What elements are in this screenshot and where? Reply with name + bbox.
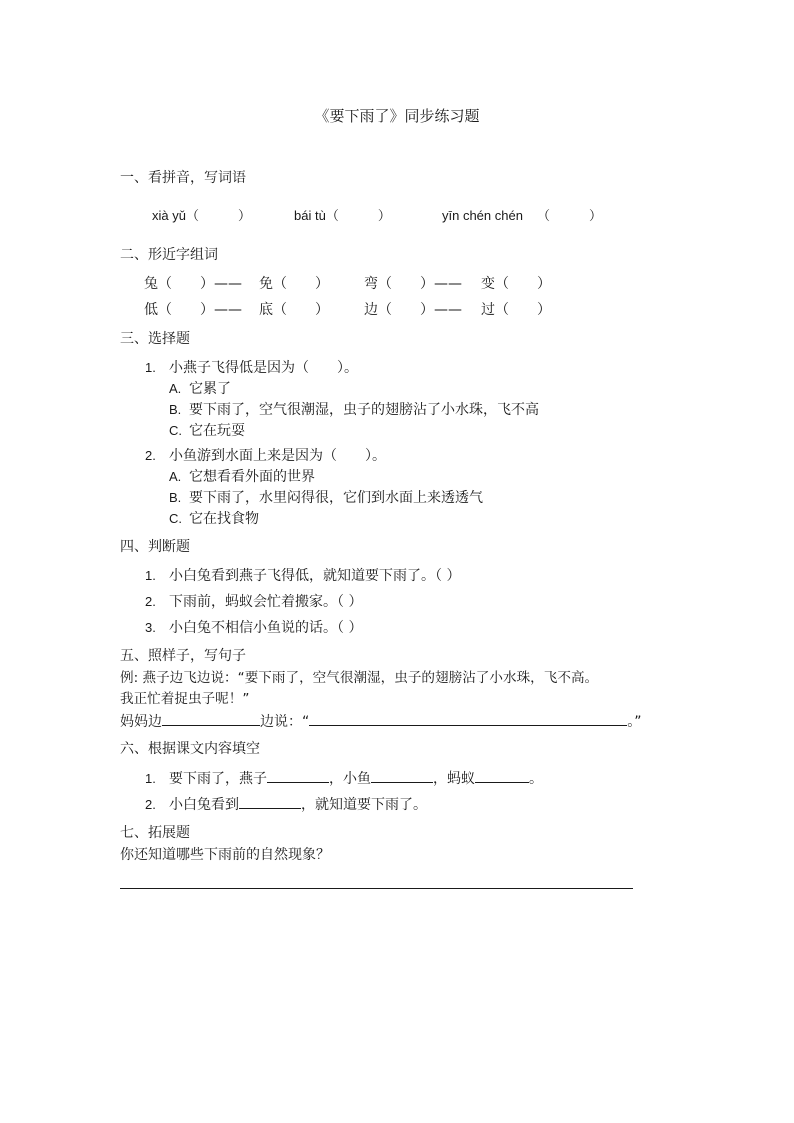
pinyin-item xyxy=(442,206,602,227)
option-item[interactable] xyxy=(169,488,483,508)
section-5-heading: 五、照样子，写句子 xyxy=(120,648,246,664)
question-number: 2. xyxy=(145,448,156,463)
char-pair-left: 弯（ ）—— xyxy=(364,276,462,292)
pinyin-item xyxy=(294,206,391,227)
question-number: 1. xyxy=(145,360,156,375)
option-item[interactable] xyxy=(169,509,259,529)
char-pair-right: 免（ ） xyxy=(259,276,329,292)
answer-bracket[interactable]: （ ） xyxy=(185,209,251,224)
item-number: 1. xyxy=(145,771,156,786)
item-number: 2. xyxy=(145,594,156,609)
option-label: B. xyxy=(169,490,182,505)
option-label: B. xyxy=(169,402,182,417)
section-1-heading: 一、看拼音，写词语 xyxy=(120,170,246,186)
answer-bracket[interactable]: （ ） xyxy=(536,209,602,224)
item-text: 下雨前，蚂蚁会忙着搬家。（ ） xyxy=(169,594,363,610)
fill-sentence xyxy=(120,711,642,732)
section-4-heading: 四、判断题 xyxy=(120,539,190,555)
item-text: 小白兔不相信小鱼说的话。（ ） xyxy=(169,620,363,636)
fill-text: 边说：“ xyxy=(260,714,310,730)
fill-text: 小白兔看到 xyxy=(169,797,239,813)
item-number: 1. xyxy=(145,568,156,583)
fill-text: ，就知道要下雨了。 xyxy=(301,797,427,813)
option-text: 要下雨了，水里闷得很，它们到水面上来透透气 xyxy=(189,490,483,506)
pinyin-text: xià yǔ xyxy=(152,208,186,223)
option-label: C. xyxy=(169,423,182,438)
answer-blank[interactable] xyxy=(309,711,627,726)
section-7-heading: 七、拓展题 xyxy=(120,825,190,841)
section-2-heading: 二、形近字组词 xyxy=(120,247,218,263)
char-pair-right: 过（ ） xyxy=(481,302,551,318)
option-item[interactable] xyxy=(169,400,539,420)
option-label: A. xyxy=(169,469,182,484)
option-text: 它在玩耍 xyxy=(189,423,245,439)
judgment-item xyxy=(145,618,362,638)
fill-text: ，小鱼 xyxy=(329,771,371,787)
question-item xyxy=(145,446,386,466)
pinyin-text: yīn chén chén xyxy=(442,208,523,223)
example-sentence-cont: 我正忙着捉虫子呢！” xyxy=(120,691,250,707)
fill-text: 要下雨了，燕子 xyxy=(169,771,267,787)
example-sentence: 例: 燕子边飞边说：“要下雨了，空气很潮湿，虫子的翅膀沾了小水珠，飞不高。 xyxy=(120,670,599,686)
option-text: 它累了 xyxy=(189,381,231,397)
item-number: 2. xyxy=(145,797,156,812)
answer-blank[interactable] xyxy=(162,711,260,726)
item-number: 3. xyxy=(145,620,156,635)
pinyin-item xyxy=(152,206,251,227)
fill-text: 妈妈边 xyxy=(120,714,162,730)
answer-blank[interactable] xyxy=(267,768,329,783)
answer-line[interactable] xyxy=(120,888,633,889)
fill-text: 。 xyxy=(529,771,543,787)
option-label: C. xyxy=(169,511,182,526)
option-text: 它想看看外面的世界 xyxy=(189,469,315,485)
judgment-item xyxy=(145,592,362,612)
fill-text: 。” xyxy=(627,714,642,730)
question-text: 小鱼游到水面上来是因为（ ）。 xyxy=(169,448,386,464)
option-item[interactable] xyxy=(169,467,315,487)
char-pair-right: 底（ ） xyxy=(259,302,329,318)
answer-bracket[interactable]: （ ） xyxy=(325,209,391,224)
char-pair-left: 兔（ ）—— xyxy=(144,276,242,292)
fill-item xyxy=(145,794,427,815)
option-item[interactable] xyxy=(169,421,245,441)
question-text: 小燕子飞得低是因为（ ）。 xyxy=(169,360,358,376)
option-item[interactable] xyxy=(169,379,231,399)
option-text: 要下雨了，空气很潮湿，虫子的翅膀沾了小水珠，飞不高 xyxy=(189,402,539,418)
question-item xyxy=(145,358,358,378)
page-title: 《要下雨了》同步练习题 xyxy=(314,107,480,125)
extension-question: 你还知道哪些下雨前的自然现象？ xyxy=(120,847,330,863)
option-text: 它在找食物 xyxy=(189,511,259,527)
fill-text: ，蚂蚁 xyxy=(433,771,475,787)
section-6-heading: 六、根据课文内容填空 xyxy=(120,741,260,757)
char-pair-left: 边（ ）—— xyxy=(364,302,462,318)
answer-blank[interactable] xyxy=(475,768,529,783)
item-text: 小白兔看到燕子飞得低，就知道要下雨了。（ ） xyxy=(169,568,461,584)
judgment-item xyxy=(145,566,460,586)
char-pair-right: 变（ ） xyxy=(481,276,551,292)
char-pair-left: 低（ ）—— xyxy=(144,302,242,318)
answer-blank[interactable] xyxy=(239,794,301,809)
section-3-heading: 三、选择题 xyxy=(120,331,190,347)
answer-blank[interactable] xyxy=(371,768,433,783)
fill-item xyxy=(145,768,543,789)
pinyin-text: bái tù xyxy=(294,208,326,223)
option-label: A. xyxy=(169,381,182,396)
